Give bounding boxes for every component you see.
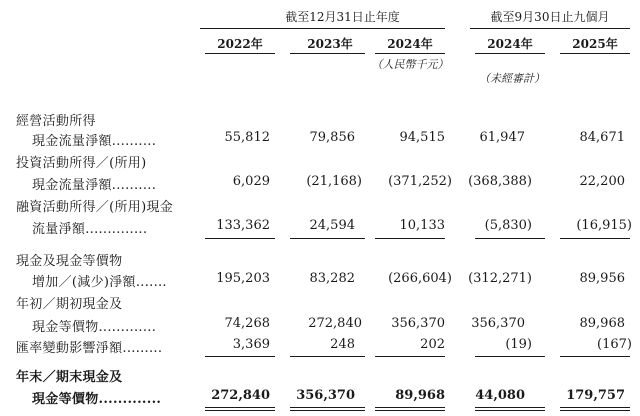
year-header-2024: 2024年 bbox=[387, 37, 433, 51]
cell-net-change-2023: 83,282 bbox=[309, 271, 355, 286]
row-label-operating: 經營活動所得 bbox=[16, 114, 96, 129]
year-header-2024-nine-months: 2024年 bbox=[487, 37, 533, 51]
cell-fx-2024: 202 bbox=[420, 337, 445, 352]
cell-opening-2024: 356,370 bbox=[391, 316, 445, 331]
year-rule-2022 bbox=[205, 53, 275, 54]
cell-financing-2024-nm: (5,830) bbox=[484, 218, 532, 233]
cell-financing-2023: 24,594 bbox=[309, 218, 355, 233]
cell-opening-2023: 272,840 bbox=[308, 316, 362, 331]
cell-fx-2025-nm: (167) bbox=[597, 337, 632, 352]
header-group-nine-months-rule bbox=[470, 28, 630, 29]
cell-operating-2023: 79,856 bbox=[309, 130, 355, 145]
cell-investing-2025-nm: 22,200 bbox=[579, 174, 625, 189]
double-rule-2024-bottom bbox=[375, 410, 445, 411]
cell-investing-2024: (371,252) bbox=[388, 174, 452, 189]
row-label-net-change-cont: 增加／(減少)淨額....... bbox=[32, 275, 167, 290]
cell-closing-2024-nm: 44,080 bbox=[475, 388, 525, 403]
year-header-2025-nine-months: 2025年 bbox=[572, 37, 618, 51]
row-label-closing: 年末／期末現金及 bbox=[16, 370, 123, 385]
subtotal-rule-2023 bbox=[290, 238, 365, 239]
year-rule-2023 bbox=[290, 53, 365, 54]
audit-note: （未經審計） bbox=[479, 72, 545, 85]
cell-operating-2025-nm: 84,671 bbox=[579, 130, 625, 145]
cell-fx-2023: 248 bbox=[330, 337, 355, 352]
double-rule-2023-bottom bbox=[290, 410, 365, 411]
cell-fx-2022: 3,369 bbox=[232, 337, 270, 352]
row-label-operating-cont: 現金流量淨額.......... bbox=[32, 134, 157, 149]
double-rule-2024-nm-top bbox=[475, 407, 545, 408]
row-label-financing: 融資活動所得／(所用)現金 bbox=[16, 200, 174, 215]
cell-operating-2024-nm: 61,947 bbox=[479, 130, 525, 145]
cell-opening-2025-nm: 89,968 bbox=[579, 316, 625, 331]
subtotal-rule-2024-nm bbox=[475, 238, 545, 239]
cell-fx-2024-nm: (19) bbox=[505, 337, 532, 352]
cell-financing-2022: 133,362 bbox=[216, 218, 270, 233]
subtotal-rule-2025-nm bbox=[560, 238, 630, 239]
cell-closing-2024: 89,968 bbox=[395, 388, 445, 403]
year-header-2023: 2023年 bbox=[307, 37, 353, 51]
subtotal-rule-2022 bbox=[205, 238, 275, 239]
cell-investing-2024-nm: (368,388) bbox=[468, 174, 532, 189]
header-group-annual: 截至12月31日止年度 bbox=[285, 10, 400, 24]
double-rule-2022-bottom bbox=[205, 410, 275, 411]
double-rule-2023-top bbox=[290, 407, 365, 408]
row-label-closing-cont: 現金等價物............. bbox=[32, 392, 162, 407]
total-rule-2024-nm bbox=[475, 356, 545, 357]
row-label-opening-cont: 現金等價物............. bbox=[32, 320, 157, 335]
cell-investing-2022: 6,029 bbox=[232, 174, 270, 189]
row-label-fx: 匯率變動影響淨額......... bbox=[16, 341, 163, 356]
cell-closing-2023: 356,370 bbox=[296, 388, 355, 403]
cell-investing-2023: (21,168) bbox=[306, 174, 362, 189]
header-group-annual-rule bbox=[200, 28, 445, 29]
double-rule-2025-nm-bottom bbox=[560, 410, 630, 411]
cell-net-change-2024: (266,604) bbox=[388, 271, 452, 286]
cell-financing-2024: 10,133 bbox=[399, 218, 445, 233]
row-label-financing-cont: 流量淨額.............. bbox=[32, 222, 148, 237]
cell-net-change-2024-nm: (312,271) bbox=[468, 271, 532, 286]
year-header-2022: 2022年 bbox=[217, 37, 263, 51]
cell-closing-2022: 272,840 bbox=[211, 388, 270, 403]
double-rule-2024-top bbox=[375, 407, 445, 408]
cell-net-change-2025-nm: 89,956 bbox=[579, 271, 625, 286]
year-rule-2025-nine-months bbox=[560, 53, 630, 54]
double-rule-2024-nm-bottom bbox=[475, 410, 545, 411]
row-label-opening: 年初／期初現金及 bbox=[16, 297, 123, 312]
cell-opening-2022: 74,268 bbox=[224, 316, 270, 331]
year-rule-2024 bbox=[375, 53, 445, 54]
double-rule-2022-top bbox=[205, 407, 275, 408]
row-label-net-change: 現金及現金等價物 bbox=[16, 254, 123, 269]
total-rule-2025-nm bbox=[560, 356, 630, 357]
total-rule-2023 bbox=[290, 356, 365, 357]
cell-closing-2025-nm: 179,757 bbox=[566, 388, 625, 403]
double-rule-2025-nm-top bbox=[560, 407, 630, 408]
cell-net-change-2022: 195,203 bbox=[216, 271, 270, 286]
cell-financing-2025-nm: (16,915) bbox=[576, 218, 632, 233]
row-label-investing: 投資活動所得／(所用) bbox=[16, 156, 147, 171]
year-rule-2024-nine-months bbox=[475, 53, 545, 54]
total-rule-2024 bbox=[375, 356, 445, 357]
cell-operating-2022: 55,812 bbox=[224, 130, 270, 145]
total-rule-2022 bbox=[205, 356, 275, 357]
cell-operating-2024: 94,515 bbox=[399, 130, 445, 145]
unit-note: （人民幣千元） bbox=[371, 58, 449, 71]
row-label-investing-cont: 現金流量淨額.......... bbox=[32, 178, 157, 193]
header-group-nine-months: 截至9月30日止九個月 bbox=[490, 10, 610, 24]
cell-opening-2024-nm: 356,370 bbox=[471, 316, 525, 331]
subtotal-rule-2024 bbox=[375, 238, 445, 239]
